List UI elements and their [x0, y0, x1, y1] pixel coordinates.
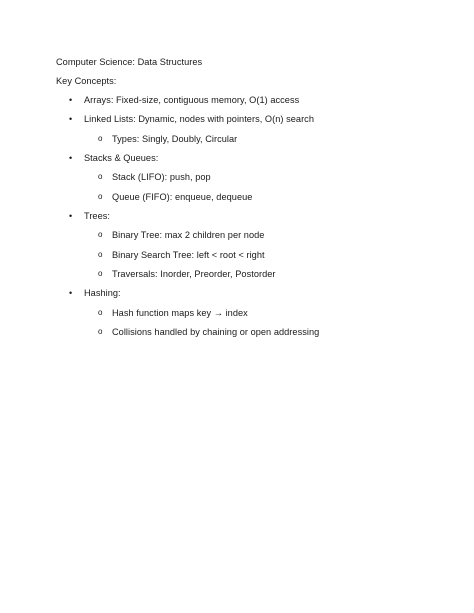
sub-bullet-icon: o [98, 172, 103, 181]
sub-bullet-icon: o [98, 269, 103, 278]
document-title: Computer Science: Data Structures [56, 57, 203, 67]
sub-list-item-text: Binary Search Tree: left < root < right [112, 250, 265, 260]
sub-bullet-icon: o [98, 230, 103, 239]
sub-list-item-text: Collisions handled by chaining or open addressing [112, 327, 320, 337]
bullet-icon: • [69, 288, 73, 298]
sub-bullet-icon: o [98, 134, 103, 143]
sub-bullet-icon: o [98, 308, 103, 317]
bullet-icon: • [69, 211, 73, 221]
sub-bullet-icon: o [98, 327, 103, 336]
list-item-text: Trees: [84, 211, 110, 221]
bullet-icon: • [69, 114, 73, 124]
sub-list-item-text: Binary Tree: max 2 children per node [112, 230, 265, 240]
list-item-text: Hashing: [84, 288, 121, 298]
sub-list-item-text: Types: Singly, Doubly, Circular [112, 134, 238, 144]
bullet-icon: • [69, 95, 73, 105]
sub-list-item-text: Traversals: Inorder, Preorder, Postorder [112, 269, 276, 279]
list-item-text: Linked Lists: Dynamic, nodes with pointers, O(n) search [84, 114, 314, 124]
sub-list-item-text: Queue (FIFO): enqueue, dequeue [112, 192, 253, 202]
bullet-icon: • [69, 153, 73, 163]
sub-bullet-icon: o [98, 250, 103, 259]
document-subtitle: Key Concepts: [56, 76, 117, 86]
sub-bullet-icon: o [98, 192, 103, 201]
sub-list-item-text: Stack (LIFO): push, pop [112, 172, 211, 182]
sub-list-item-text: Hash function maps key → index [112, 308, 248, 318]
list-item-text: Stacks & Queues: [84, 153, 159, 163]
list-item-text: Arrays: Fixed-size, contiguous memory, O(1) access [84, 95, 300, 105]
